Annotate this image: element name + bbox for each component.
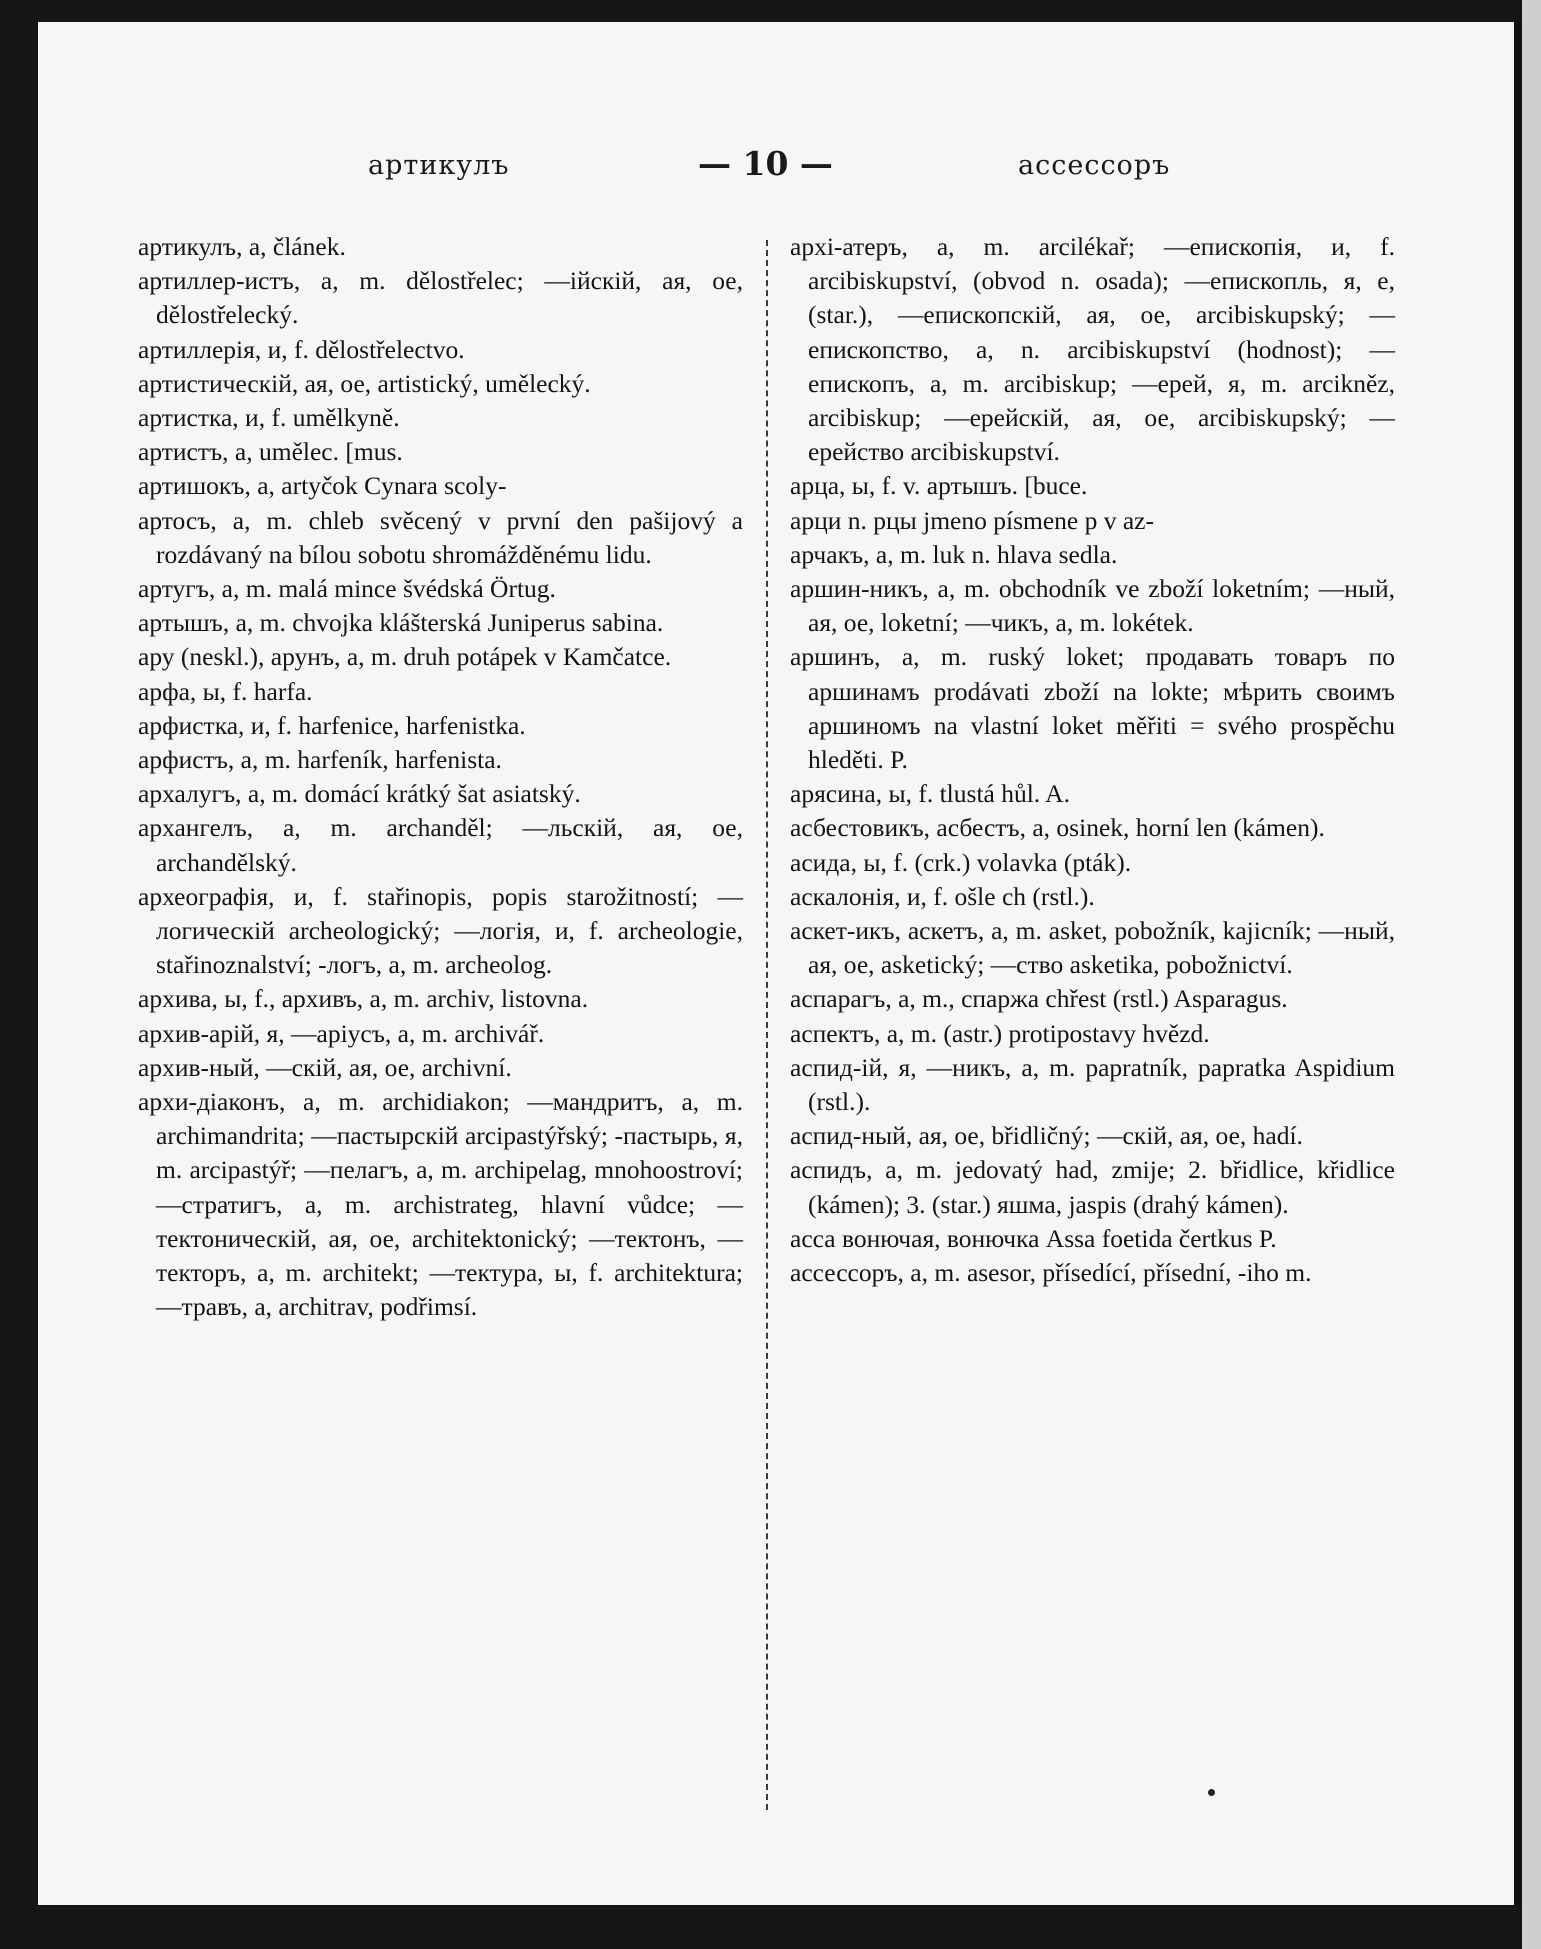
dictionary-entry: арясина, ы, f. tlustá hůl. A. — [790, 779, 1070, 809]
header-first-word: артикулъ — [368, 150, 510, 181]
dictionary-entry: арца, ы, f. v. артышъ. [buce. — [790, 471, 1088, 501]
dictionary-entry: аршин-никъ, а, m. obchodník ve zboží loketním; —ный, ая, ое, loketní; —чикъ, а, m. lokétek. — [790, 574, 1395, 638]
dictionary-page — [38, 22, 1522, 1905]
dictionary-entry: артишокъ, а, artyčok Cynara scoly- — [138, 471, 507, 501]
dictionary-entry: асса вонючая, вонючка Assa foetida čertkus P. — [790, 1223, 1277, 1253]
dictionary-entry: аспид-ный, ая, ое, břidličný; —скій, ая, ое, hadí. — [790, 1121, 1303, 1151]
dictionary-entry: архі-атеръ, а, m. arcilékař; —епископія, и, f. arcibiskupství, (obvod n. osada); —епископль, я, е, (star.), —епископскій, ая, ое, arcibiskupský; —епископство, а, n. arcibiskupství (hodnost); —епископъ, а, m. arcibiskup; —ерей, я, m. arcikněz, arcibiskup; —ерейскій, ая, ое, arcibiskupský; —ерейство arcibiskupství. — [790, 232, 1395, 467]
dictionary-entry: артикулъ, а, článek. — [138, 232, 346, 261]
dictionary-entry: артистка, и, f. umělkyně. — [138, 403, 400, 433]
dictionary-entry: архалугъ, а, m. domácí krátký šat asiatský. — [138, 779, 581, 809]
dictionary-entry: арфа, ы, f. harfa. — [138, 676, 313, 706]
left-column — [138, 230, 743, 1325]
dictionary-entry: артосъ, а, m. chleb svěcený v první den pašijový a rozdávaný na bílou sobotu shromážděnému lidu. — [138, 505, 743, 569]
dictionary-entry: аспектъ, а, m. (astr.) protipostavy hvězd. — [790, 1018, 1210, 1048]
dictionary-entry: арфистка, и, f. harfenice, harfenistka. — [138, 710, 526, 740]
dictionary-entry: аспарагъ, а, m., спаржа chřest (rstl.) Asparagus. — [790, 984, 1288, 1014]
dictionary-entry: арфистъ, а, m. harfeník, harfenista. — [138, 745, 502, 775]
dictionary-entry: артышъ, а, m. chvojka klášterská Juniperus sabina. — [138, 608, 664, 638]
dictionary-entry: арци n. рцы jmeno písmene р v az- — [790, 505, 1154, 535]
dictionary-entry: архива, ы, f., архивъ, а, m. archiv, listovna. — [138, 984, 589, 1014]
dictionary-entry: асида, ы, f. (crk.) volavka (pták). — [790, 847, 1132, 877]
dictionary-entry: археографія, и, f. stařinopis, popis starožitností; —логическій archeologický; —логія, и, f. archeologie, stařinoznalství; -логъ, а, m. archeolog. — [138, 881, 743, 980]
dictionary-entry: артугъ, а, m. malá mince švédská Örtug. — [138, 574, 556, 604]
running-header — [38, 144, 1522, 190]
dictionary-entry: ассессоръ, а, m. asesor, přísedící, přísední, -iho m. — [790, 1258, 1312, 1288]
dictionary-entry: артистическій, ая, ое, artistický, umělecký. — [138, 368, 591, 398]
dictionary-entry: артистъ, а, umělec. [mus. — [138, 437, 403, 467]
scan-border-right — [1522, 0, 1541, 1949]
page-edge-shadow — [1514, 22, 1522, 1905]
dictionary-entry: арчакъ, а, m. luk n. hlava sedla. — [790, 539, 1118, 569]
dictionary-entry: аспид-ій, я, —никъ, а, m. papratník, papratka Aspidium (rstl.). — [790, 1052, 1395, 1117]
dictionary-entry: аскет-икъ, аскетъ, а, m. asket, pobožník, kajicník; —ный, ая, ое, asketický; —ство asketika, pobožnictví. — [790, 916, 1395, 980]
ink-speck — [1208, 1789, 1215, 1796]
dictionary-entry: аскалонія, и, f. ošle ch (rstl.). — [790, 881, 1095, 911]
dictionary-entry: асбестовикъ, асбестъ, а, osinek, horní len (kámen). — [790, 813, 1325, 843]
dictionary-entry: архив-ный, —скій, ая, ое, archivní. — [138, 1052, 512, 1082]
dictionary-entry: ару (neskl.), арунъ, а, m. druh potápek v Kamčatce. — [138, 642, 672, 672]
dictionary-entry: архив-арій, я, —аріусъ, а, m. archivář. — [138, 1018, 545, 1048]
right-column — [790, 230, 1395, 1290]
dictionary-entry: архи-діаконъ, а, m. archidiakon; —мандритъ, а, m. archimandrita; —пастырскій arcipastýřský; -пастырь, я, m. arcipastýř; —пелагъ, а, m. archipelag, mnohoostroví; —стратигъ, а, m. archistrateg, hlavní vůdce; —тектоническій, ая, ое, architektonický; —тектонъ, —текторъ, а, m. architekt; —тектура, ы, f. architektura; —травъ, а, architrav, podřimsí. — [138, 1087, 743, 1322]
scan-border-bottom — [0, 1905, 1541, 1949]
dictionary-entry: аршинъ, а, m. ruský loket; продавать товаръ по аршинамъ prodávati zboží na lokte; мѣрить своимъ аршиномъ na vlastní loket měřiti = svého prospěchu hleděti. P. — [790, 642, 1395, 775]
dictionary-entry: архангелъ, а, m. archanděl; —льскій, ая, ое, archandělský. — [138, 813, 743, 877]
scan-border-left — [0, 0, 38, 1949]
dictionary-entry: артиллер-истъ, а, m. dělostřelec; —ійскій, ая, ое, dělostřelecký. — [138, 266, 743, 330]
header-last-word: ассессоръ — [1018, 150, 1171, 181]
dictionary-entry: аспидъ, а, m. jedovatý had, zmije; 2. břidlice, křidlice (kámen); 3. (star.) яшма, jaspis (drahý kámen). — [790, 1155, 1395, 1219]
dictionary-entry: артиллерія, и, f. dělostřelectvo. — [138, 334, 465, 364]
column-divider — [766, 240, 768, 1810]
page-number: — 10 — — [698, 144, 833, 183]
